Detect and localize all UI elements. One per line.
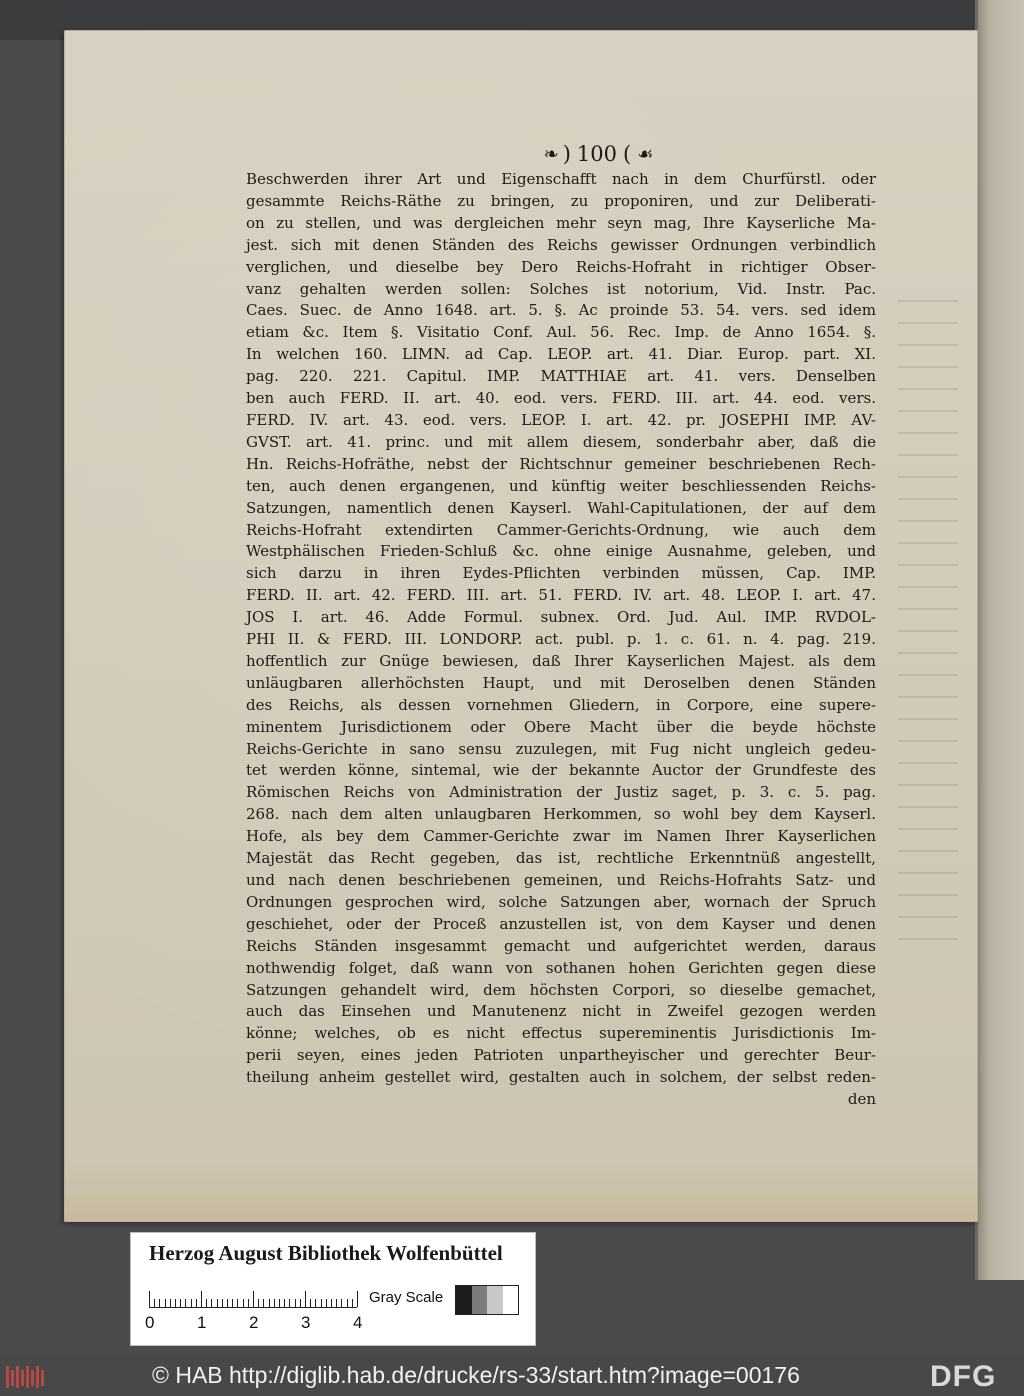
text-line: auch das Einsehen und Manutenenz nicht in Zweifel gezogen werden: [246, 1002, 876, 1021]
left-ornament-icon: ❧: [543, 143, 557, 165]
text-line: tet werden könne, sintemal, wie der bekannte Auctor der Grundfeste des: [246, 761, 876, 780]
ruler-tick: [310, 1299, 311, 1307]
ruler-tick: [159, 1299, 160, 1307]
ruler-tick: [279, 1299, 280, 1307]
ruler-tick: [336, 1299, 337, 1307]
text-line: sich darzu in ihren Eydes-Pflichten verbinden müssen, Cap. IMP.: [246, 564, 876, 583]
gray-swatch: [472, 1286, 488, 1314]
ruler-tick: [253, 1291, 254, 1307]
ruler-number: 4: [353, 1313, 363, 1332]
text-line: Ordnungen gesprochen wird, solche Satzungen aber, wornach der Spruch: [246, 892, 876, 911]
ruler-tick: [331, 1299, 332, 1307]
dfg-logo: DFG: [930, 1360, 997, 1393]
ruler-tick: [248, 1299, 249, 1307]
text-line: etiam &c. Item §. Visitatio Conf. Aul. 56. Rec. Imp. de Anno 1654. §.: [246, 323, 876, 342]
ruler-tick: [347, 1299, 348, 1307]
text-line: 268. nach dem alten unlaugbaren Herkommen, so wohl bey dem Kayserl.: [246, 805, 876, 824]
gray-swatch: [487, 1286, 503, 1314]
ruler-tick: [165, 1299, 166, 1307]
text-line: den: [847, 1090, 876, 1109]
ruler-tick: [243, 1299, 244, 1307]
ruler-tick: [191, 1299, 192, 1307]
text-line: geschiehet, oder der Proceß anzustellen ist, von dem Kayser und denen: [246, 914, 876, 933]
text-line: nothwendig folget, daß wann von sothanen hohen Gerichten gegen diese: [246, 958, 876, 977]
footer-url[interactable]: © HAB http://diglib.hab.de/drucke/rs-33/start.htm?image=00176: [152, 1362, 800, 1388]
ruler-tick: [300, 1299, 301, 1307]
text-line: Reichs Ständen insgesammt gemacht und aufgerichtet werden, daraus: [246, 936, 876, 955]
text-line: vanz gehalten werden sollen: Solches ist notorium, Vid. Instr. Pac.: [246, 279, 876, 298]
text-line: Römischen Reichs von Administration der Justiz saget, p. 3. c. 5. pag.: [246, 783, 876, 802]
ruler-tick: [222, 1299, 223, 1307]
text-line: PHI II. & FERD. III. LONDORP. act. publ. p. 1. c. 61. n. 4. pag. 219.: [246, 630, 876, 649]
ruler-tick: [149, 1291, 150, 1307]
ruler-tick: [196, 1299, 197, 1307]
ruler-tick: [237, 1299, 238, 1307]
page-number: 100: [576, 142, 618, 166]
text-line: ben auch FERD. II. art. 40. eod. vers. FERD. III. art. 44. eod. vers.: [246, 389, 876, 408]
ruler-number: 3: [301, 1313, 311, 1332]
text-line: ten, auch denen ergangenen, und künftig weiter beschliessenden Reichs-: [246, 476, 876, 495]
text-line: des Reichs, als dessen vornehmen Gliedern, in Corpore, eine supere-: [246, 695, 876, 714]
text-line: theilung anheim gestellet wird, gestalten auch in solchem, der selbst reden-: [246, 1068, 876, 1087]
ruler-tick: [211, 1299, 212, 1307]
show-through-text: [898, 300, 958, 950]
ruler-tick: [289, 1299, 290, 1307]
text-line: Beschwerden ihrer Art und Eigenschafft nach in dem Churfürstl. oder: [246, 170, 876, 188]
text-line: verglichen, und dieselbe bey Dero Reichs-Hofraht in richtiger Obser-: [246, 257, 876, 276]
adjacent-page-edge: [975, 0, 1024, 1280]
library-color-card: [130, 1232, 536, 1346]
ruler-tick: [315, 1299, 316, 1307]
text-line: jest. sich mit denen Ständen des Reichs gewisser Ordnungen verbindlich: [246, 235, 876, 254]
text-line: perii seyen, eines jeden Patrioten unpartheyischer und gerechter Beur-: [246, 1046, 876, 1065]
hab-logo-icon: [6, 1362, 50, 1390]
ruler-number: 2: [249, 1313, 259, 1332]
ruler-tick: [185, 1299, 186, 1307]
gray-scale-label: Gray Scale: [369, 1289, 444, 1306]
ruler-tick: [352, 1299, 353, 1307]
page-header: [530, 140, 665, 168]
text-line: Reichs-Hofraht extendirten Cammer-Gerichts-Ordnung, wie auch dem: [246, 520, 876, 539]
ruler-tick: [170, 1299, 171, 1307]
text-line: Satzungen, namentlich denen Kayserl. Wahl-Capitulationen, der auf dem: [246, 498, 876, 517]
ruler-tick: [258, 1299, 259, 1307]
ruler-tick: [217, 1299, 218, 1307]
ruler-tick: [326, 1299, 327, 1307]
text-line: Hn. Reichs-Hofräthe, nebst der Richtschnur gemeiner beschriebenen Rech-: [246, 454, 876, 473]
gray-swatch: [503, 1286, 519, 1314]
ruler-tick: [201, 1291, 202, 1307]
ruler-tick: [284, 1299, 285, 1307]
library-name: Herzog August Bibliothek Wolfenbüttel: [149, 1241, 503, 1265]
ruler-tick: [232, 1299, 233, 1307]
ruler-tick: [206, 1299, 207, 1307]
ruler-numbers: [145, 1313, 375, 1333]
text-line: hoffentlich zur Gnüge bewiesen, daß Ihrer Kayserlichen Majest. als dem: [246, 651, 876, 670]
text-line: Caes. Suec. de Anno 1648. art. 5. §. Ac proinde 53. 54. vers. sed idem: [246, 301, 876, 320]
ruler-tick: [180, 1299, 181, 1307]
text-line: Hofe, als bey dem Cammer-Gerichte zwar im Namen Ihrer Kayserlichen: [246, 827, 876, 846]
ruler-tick: [357, 1291, 358, 1307]
text-line: JOS I. art. 46. Adde Formul. subnex. Ord. Jud. Aul. IMP. RVDOL-: [246, 608, 876, 627]
text-line: Majestät das Recht gegeben, das ist, rechtliche Erkenntnüß angestellt,: [246, 849, 876, 868]
page-number-close: (: [623, 142, 632, 166]
ruler-tick: [227, 1299, 228, 1307]
ruler-tick: [321, 1299, 322, 1307]
page-number-open: ): [562, 142, 571, 166]
gray-swatch: [456, 1286, 472, 1314]
ruler-tick: [341, 1299, 342, 1307]
text-line: unläugbaren allerhöchsten Haupt, und mit Deroselben denen Ständen: [246, 673, 876, 692]
text-line: und nach denen beschriebenen gemeinen, und Reichs-Hofrahts Satz- und: [246, 871, 876, 889]
gray-scale-swatches: [455, 1285, 519, 1315]
ruler-tick: [295, 1299, 296, 1307]
text-line: pag. 220. 221. Capitul. IMP. MATTHIAE art. 41. vers. Denselben: [246, 367, 876, 386]
body-text: [246, 169, 876, 1109]
text-line: Satzungen gehandelt wird, dem höchsten Corpori, so dieselbe gemachet,: [246, 980, 876, 999]
right-ornament-icon: ☙: [637, 143, 652, 165]
text-line: Reichs-Gerichte in sano sensu zuzulegen, mit Fug nicht ungleich gedeu-: [246, 739, 876, 758]
ruler-tick: [154, 1299, 155, 1307]
ruler-tick: [175, 1299, 176, 1307]
text-line: minentem Jurisdictionem oder Obere Macht über die beyde höchste: [246, 717, 876, 736]
ruler-tick: [269, 1299, 270, 1307]
ruler-baseline: [149, 1307, 357, 1308]
scale-ruler: [149, 1281, 369, 1309]
text-line: FERD. IV. art. 43. eod. vers. LEOP. I. art. 42. pr. JOSEPHI IMP. AV-: [246, 410, 876, 429]
text-line: on zu stellen, und was dergleichen mehr seyn mag, Ihre Kayserliche Ma-: [246, 213, 876, 232]
text-line: könne; welches, ob es nicht effectus supereminentis Jurisdictionis Im-: [246, 1024, 876, 1043]
text-line: gesammte Reichs-Räthe zu bringen, zu proponiren, und zur Deliberati-: [246, 191, 876, 210]
ruler-number: 1: [197, 1313, 207, 1332]
ruler-number: 0: [145, 1313, 155, 1332]
text-line: Westphälischen Frieden-Schluß &c. ohne einige Ausnahme, geleben, und: [246, 542, 876, 561]
ruler-tick: [305, 1291, 306, 1307]
text-line: In welchen 160. LIMN. ad Cap. LEOP. art. 41. Diar. Europ. part. XI.: [246, 345, 876, 364]
text-line: GVST. art. 41. princ. und mit allem diesem, sonderbahr aber, daß die: [246, 432, 876, 451]
ruler-tick: [274, 1299, 275, 1307]
ruler-tick: [263, 1299, 264, 1307]
text-line: FERD. II. art. 42. FERD. III. art. 51. FERD. IV. art. 48. LEOP. I. art. 47.: [246, 586, 876, 605]
